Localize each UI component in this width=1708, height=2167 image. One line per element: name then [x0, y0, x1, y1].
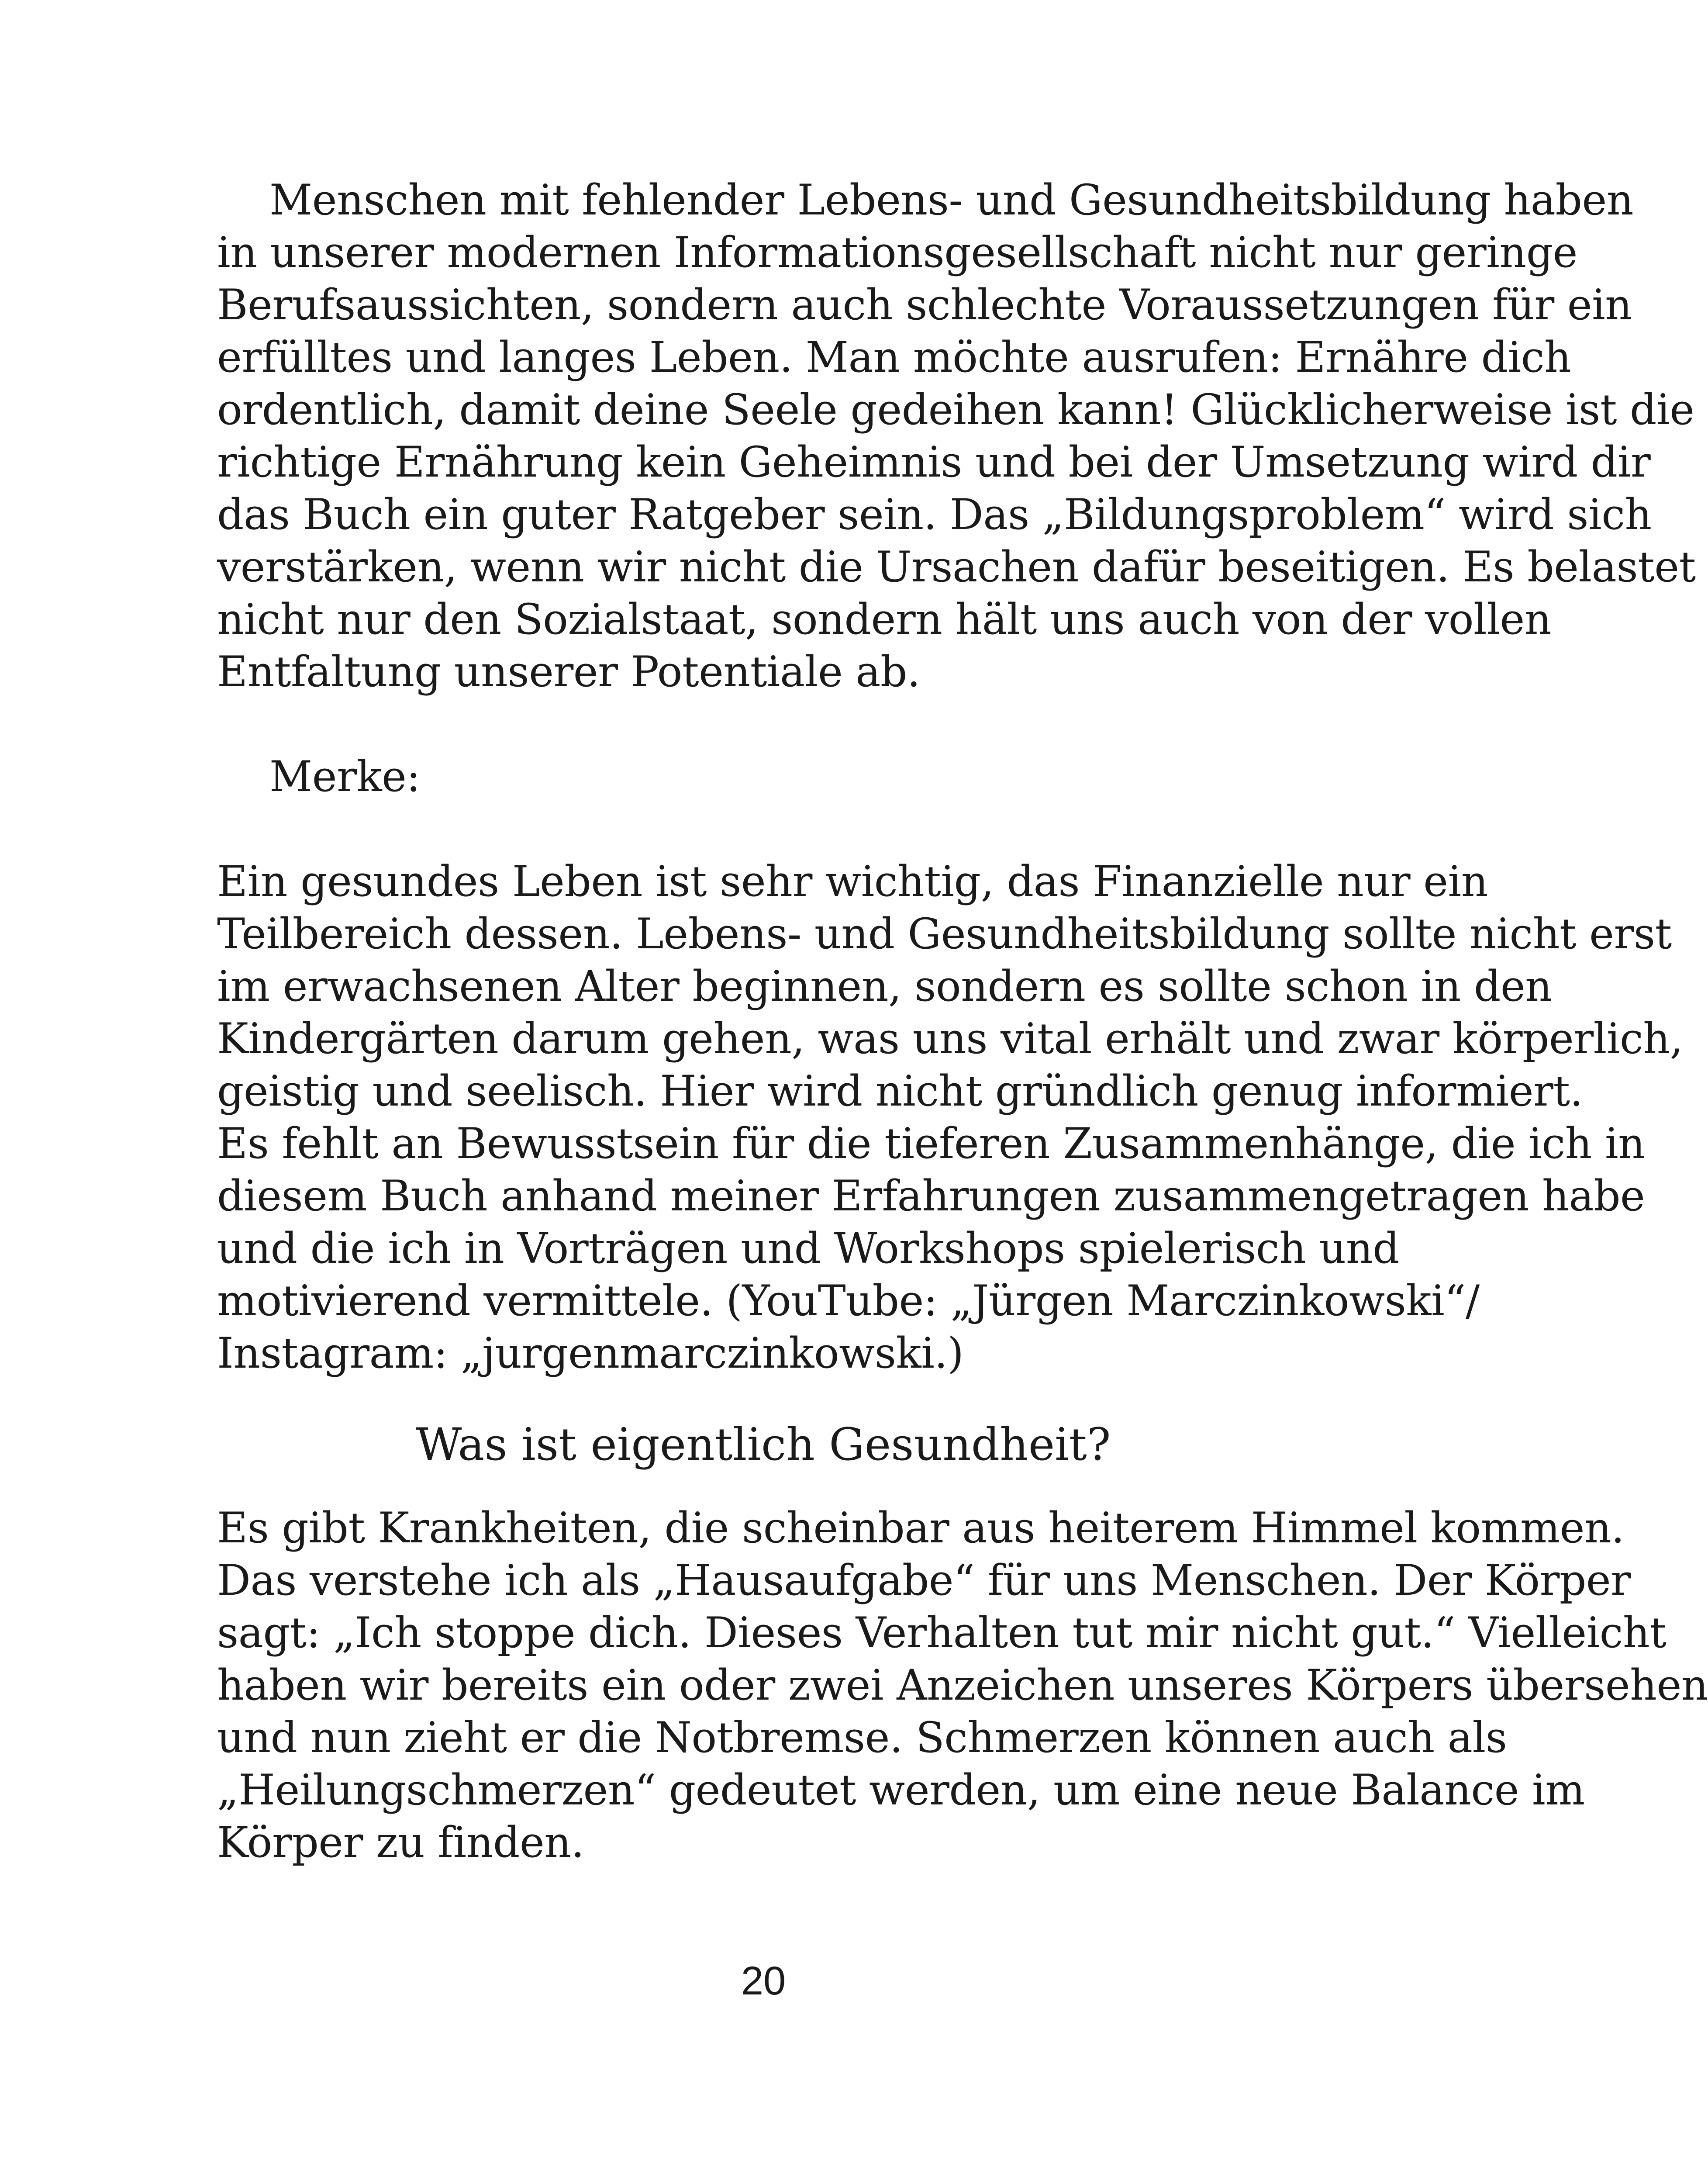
paragraph-2 — [217, 855, 1683, 1379]
paragraph-line: Kindergärten darum gehen, was uns vital erhält und zwar körperlich, — [217, 1014, 1683, 1063]
paragraph-line: nicht nur den Sozialstaat, sondern hält uns auch von der vollen — [217, 595, 1552, 644]
paragraph-line: und nun zieht er die Notbremse. Schmerzen können auch als — [217, 1713, 1507, 1762]
paragraph-line: in unserer modernen Informationsgesellschaft nicht nur geringe — [217, 228, 1577, 277]
paragraph-line: Entfaltung unserer Potentiale ab. — [217, 647, 920, 696]
paragraph-line: geistig und seelisch. Hier wird nicht gründlich genug informiert. — [217, 1067, 1583, 1116]
paragraph-line: haben wir bereits ein oder zwei Anzeichen unseres Körpers übersehen — [217, 1661, 1708, 1710]
paragraph-line: „Heilungschmerzen“ gedeutet werden, um eine neue Balance im — [217, 1766, 1585, 1814]
paragraph-line: ordentlich, damit deine Seele gedeihen kann! Glücklicherweise ist die — [217, 385, 1694, 434]
paragraph-line: sagt: „Ich stoppe dich. Dieses Verhalten tut mir nicht gut.“ Vielleicht — [217, 1608, 1667, 1657]
paragraph-3 — [217, 1502, 1708, 1869]
paragraph-line: im erwachsenen Alter beginnen, sondern es sollte schon in den — [217, 962, 1552, 1011]
paragraph-line: Menschen mit fehlender Lebens- und Gesundheitsbildung haben — [269, 176, 1634, 225]
paragraph-line: Teilbereich dessen. Lebens- und Gesundheitsbildung sollte nicht erst — [217, 909, 1672, 958]
section-heading: Was ist eigentlich Gesundheit? — [416, 1419, 1111, 1471]
paragraph-line: richtige Ernährung kein Geheimnis und bei der Umsetzung wird dir — [217, 438, 1651, 487]
paragraph-line: Es gibt Krankheiten, die scheinbar aus heiterem Himmel kommen. — [217, 1503, 1625, 1552]
paragraph-line: Instagram: „jurgenmarczinkowski.) — [217, 1329, 964, 1378]
paragraph-line: Das verstehe ich als „Hausaufgabe“ für uns Menschen. Der Körper — [217, 1556, 1631, 1605]
paragraph-line: und die ich in Vorträgen und Workshops spielerisch und — [217, 1224, 1400, 1273]
paragraph-line: diesem Buch anhand meiner Erfahrungen zusammengetragen habe — [217, 1172, 1645, 1220]
page-number: 20 — [741, 1959, 786, 2003]
paragraph-1 — [217, 174, 1696, 698]
paragraph-line: Berufsaussichten, sondern auch schlechte Voraussetzungen für ein — [217, 280, 1632, 329]
paragraph-line: das Buch ein guter Ratgeber sein. Das „Bildungsproblem“ wird sich — [217, 490, 1652, 539]
paragraph-line: Körper zu finden. — [217, 1818, 584, 1867]
paragraph-line: verstärken, wenn wir nicht die Ursachen dafür beseitigen. Es belastet — [217, 543, 1696, 591]
paragraph-line: motivierend vermittele. (YouTube: „Jürgen Marczinkowski“/ — [217, 1276, 1480, 1325]
paragraph-line: Ein gesundes Leben ist sehr wichtig, das Finanzielle nur ein — [217, 857, 1488, 906]
paragraph-line: erfülltes und langes Leben. Man möchte ausrufen: Ernähre dich — [217, 333, 1571, 382]
paragraph-line: Es fehlt an Bewusstsein für die tieferen Zusammenhänge, die ich in — [217, 1119, 1645, 1168]
merke-label-text: Merke: — [269, 752, 421, 801]
merke-label — [269, 750, 1457, 803]
